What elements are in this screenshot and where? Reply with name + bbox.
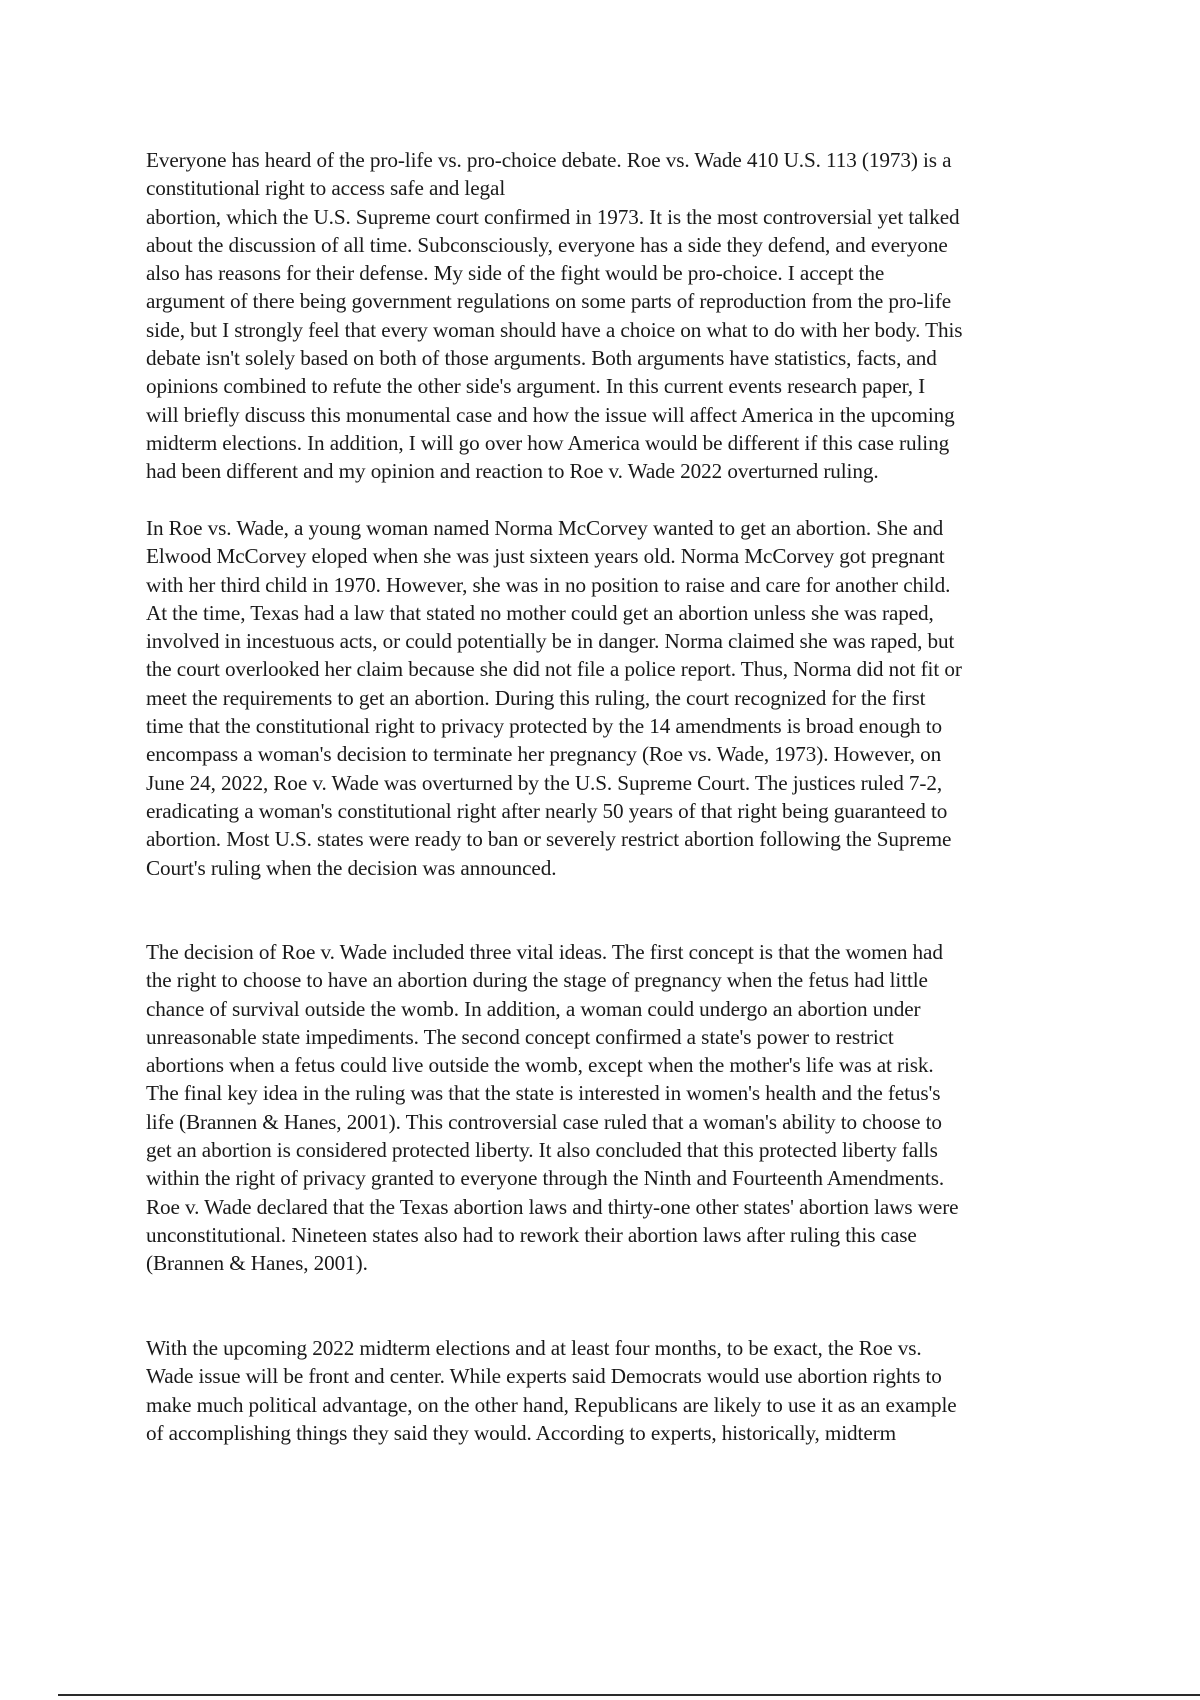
text-line: With the upcoming 2022 midterm elections and at least four months, to be exact, the Roe vs. [146,1336,922,1360]
text-line: June 24, 2022, Roe v. Wade was overturned by the U.S. Supreme Court. The justices ruled 7-2, [146,770,943,795]
text-line: involved in incestuous acts, or could potentially be in danger. Norma claimed she was raped, but [146,629,955,654]
text-line: opinions combined to refute the other side's argument. In this current events research paper, I [146,374,926,399]
paragraph-case-background [146,514,962,882]
text-line: get an abortion is considered protected liberty. It also concluded that this protected liberty falls [146,1138,938,1163]
paragraph-introduction [146,146,962,486]
paragraph-midterm-elections [146,1334,957,1447]
text-line: side, but I strongly feel that every woman should have a choice on what to do with her body. This [146,317,963,342]
text-line: Elwood McCorvey eloped when she was just sixteen years old. Norma McCorvey got pregnant [146,544,945,569]
text-line: Court's ruling when the decision was announced. [146,855,557,880]
text-line: time that the constitutional right to privacy protected by the 14 amendments is broad enough to [146,714,943,739]
text-line: Roe v. Wade declared that the Texas abortion laws and thirty-one other states' abortion laws were [146,1194,959,1219]
page-bottom-divider [58,1694,1200,1696]
text-line: (Brannen & Hanes, 2001). [146,1251,368,1276]
text-line: The decision of Roe v. Wade included three vital ideas. The first concept is that the women had [146,940,943,964]
text-line: make much political advantage, on the other hand, Republicans are likely to use it as an example [146,1392,957,1417]
text-line: chance of survival outside the womb. In addition, a woman could undergo an abortion under [146,996,921,1021]
text-line: The final key idea in the ruling was that the state is interested in women's health and the fetus's [146,1081,941,1106]
text-line: had been different and my opinion and reaction to Roe v. Wade 2022 overturned ruling. [146,459,879,484]
text-line: meet the requirements to get an abortion. During this ruling, the court recognized for the first [146,685,926,710]
paragraph-decision-ideas [146,938,958,1278]
text-line: within the right of privacy granted to everyone through the Ninth and Fourteenth Amendments. [146,1166,945,1191]
text-line: At the time, Texas had a law that stated no mother could get an abortion unless she was raped, [146,600,934,625]
text-line: In Roe vs. Wade, a young woman named Norma McCorvey wanted to get an abortion. She and [146,516,944,540]
text-line: constitutional right to access safe and legal [146,176,506,201]
text-line: abortions when a fetus could live outside the womb, except when the mother's life was at risk. [146,1053,934,1078]
text-line: abortion. Most U.S. states were ready to ban or severely restrict abortion following the Supreme [146,827,952,852]
text-line: encompass a woman's decision to terminate her pregnancy (Roe vs. Wade, 1973). However, on [146,742,942,767]
text-line: of accomplishing things they said they would. According to experts, historically, midterm [146,1420,896,1445]
text-line: the right to choose to have an abortion during the stage of pregnancy when the fetus had little [146,968,928,993]
text-line: debate isn't solely based on both of those arguments. Both arguments have statistics, facts, and [146,346,937,371]
text-line: midterm elections. In addition, I will go over how America would be different if this case ruling [146,430,950,455]
text-line: abortion, which the U.S. Supreme court confirmed in 1973. It is the most controversial yet talked [146,204,960,229]
text-line: eradicating a woman's constitutional right after nearly 50 years of that right being guaranteed to [146,798,948,823]
text-line: the court overlooked her claim because she did not file a police report. Thus, Norma did not fit or [146,657,962,682]
text-line: unconstitutional. Nineteen states also had to rework their abortion laws after ruling this case [146,1222,917,1247]
text-line: also has reasons for their defense. My side of the fight would be pro-choice. I accept the [146,261,885,286]
text-line: with her third child in 1970. However, she was in no position to raise and care for another child. [146,572,951,597]
text-line: about the discussion of all time. Subconsciously, everyone has a side they defend, and everyone [146,232,948,257]
text-line: unreasonable state impediments. The second concept confirmed a state's power to restrict [146,1024,894,1049]
text-line: Wade issue will be front and center. While experts said Democrats would use abortion rights to [146,1364,942,1389]
text-line: life (Brannen & Hanes, 2001). This controversial case ruled that a woman's ability to choose to [146,1109,942,1134]
text-line: argument of there being government regulations on some parts of reproduction from the pro-life [146,289,952,314]
text-line: will briefly discuss this monumental case and how the issue will affect America in the upcoming [146,402,955,427]
text-line: Everyone has heard of the pro-life vs. pro-choice debate. Roe vs. Wade 410 U.S. 113 (1973) is a [146,148,952,172]
